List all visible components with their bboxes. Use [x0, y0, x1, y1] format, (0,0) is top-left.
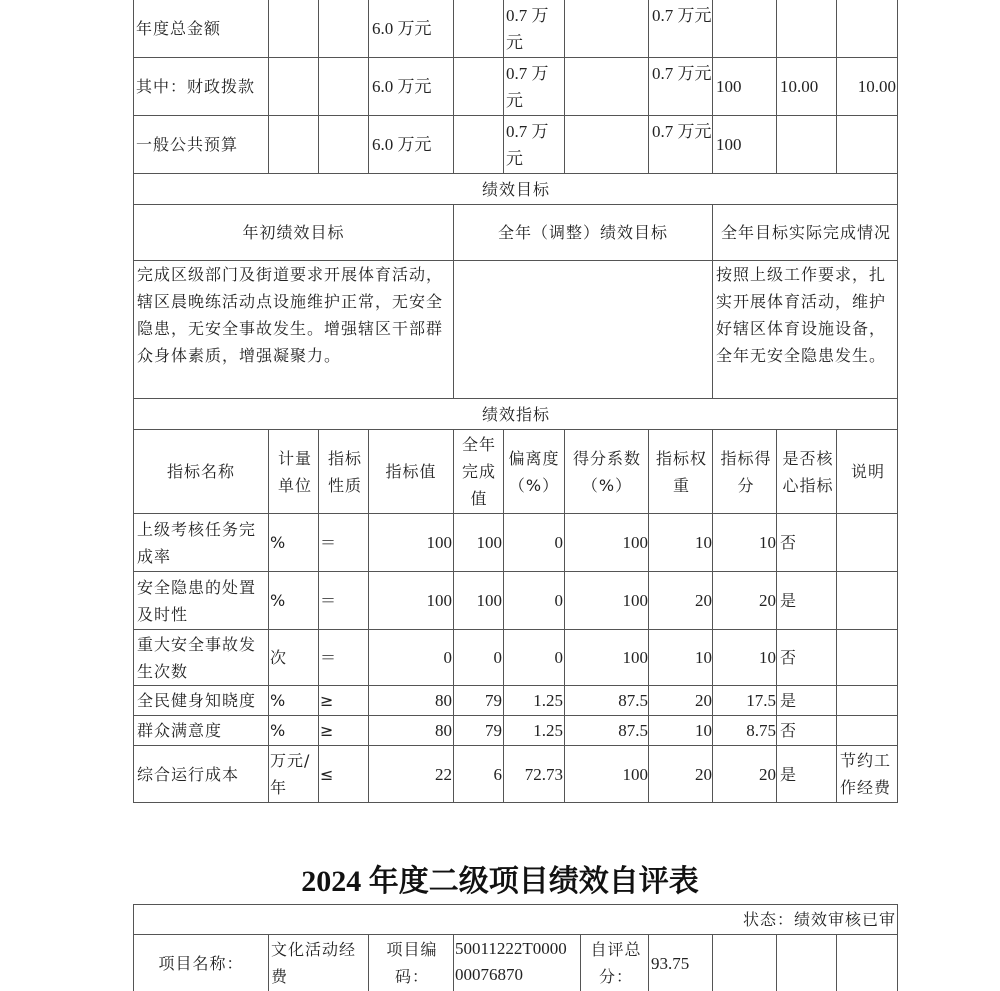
- grid-line: [897, 398, 898, 803]
- indicator-note: [840, 514, 896, 571]
- grid-line: [836, 934, 837, 991]
- indicator-core: 是: [780, 591, 798, 610]
- indicator-weight: 10: [695, 533, 712, 552]
- grid-line: [133, 398, 134, 803]
- grid-line: [133, 115, 898, 116]
- indicator-score: 20: [759, 591, 776, 610]
- grid-line: [776, 0, 777, 173]
- indicator-done: 0: [493, 648, 502, 667]
- funds-cell: 0.7 万元: [506, 6, 549, 52]
- indicator-coef: 87.5: [618, 721, 648, 740]
- grid-line: [133, 513, 898, 514]
- grid-line: [133, 745, 898, 746]
- funds-row-label: 年度总金额: [136, 19, 222, 38]
- indicator-weight: 20: [695, 690, 712, 710]
- grid-line: [712, 204, 713, 399]
- indicator-core: 否: [780, 721, 798, 740]
- indicator-target: 100: [426, 533, 452, 552]
- grid-line: [133, 715, 898, 716]
- indicator-unit: %: [270, 721, 287, 740]
- indicator-core: 是: [780, 690, 798, 710]
- indicator-score: 17.5: [746, 690, 776, 710]
- funds-cell: 100: [716, 135, 742, 154]
- indicator-coef: 100: [622, 764, 648, 784]
- indicator-score: 8.75: [746, 721, 776, 740]
- grid-line: [776, 934, 777, 991]
- grid-line: [133, 260, 898, 261]
- indicator-name: 上级考核任务完成率: [137, 519, 257, 566]
- indicator-weight: 10: [695, 721, 712, 740]
- grid-line: [368, 429, 369, 803]
- grid-line: [836, 429, 837, 803]
- project-code-value: 50011222T000000076870: [455, 939, 567, 984]
- indicator-deviation: 0: [554, 591, 563, 610]
- grid-line: [133, 204, 898, 205]
- indicator-core: 否: [780, 533, 798, 552]
- goals-section-title: 绩效目标: [481, 179, 550, 199]
- grid-line: [453, 204, 454, 399]
- indicator-note: [840, 686, 896, 714]
- indicator-nature: ＝: [320, 591, 338, 610]
- indicator-name: 重大安全事故发生次数: [137, 634, 257, 681]
- indicator-name: 综合运行成本: [137, 764, 240, 784]
- goals-actual-text: 按照上级工作要求，扎实开展体育活动，维护好辖区体育设施设备，全年无安全隐患发生。: [716, 265, 887, 365]
- indicator-unit: %: [270, 533, 287, 552]
- indicator-deviation: 1.25: [533, 721, 563, 740]
- indicator-name: 群众满意度: [137, 721, 223, 740]
- grid-line: [648, 0, 649, 173]
- goals-initial-text: 完成区级部门及街道要求开展体育活动，辖区晨晚练活动点设施维护正常，无安全隐患，无安全事故发生。增强辖区干部群众身体素质，增强凝聚力。: [137, 265, 444, 365]
- indicator-done: 79: [485, 690, 502, 710]
- indicator-weight: 20: [695, 591, 712, 610]
- funds-cell: 6.0 万元: [372, 77, 432, 96]
- indicator-note: 节约工作经费: [840, 751, 892, 797]
- indicator-coef: 87.5: [618, 690, 648, 710]
- indicator-deviation: 1.25: [533, 690, 563, 710]
- grid-line: [133, 173, 898, 174]
- grid-line: [503, 429, 504, 803]
- grid-line: [318, 429, 319, 803]
- grid-line: [712, 0, 713, 173]
- header-weight: 指标权重: [655, 448, 707, 495]
- grid-line: [133, 904, 898, 905]
- goals-header-adjusted: 全年（调整）绩效目标: [497, 222, 668, 242]
- indicator-target: 80: [435, 721, 452, 740]
- funds-row-label: 其中：财政拨款: [136, 77, 256, 96]
- indicator-score: 20: [759, 764, 776, 784]
- grid-line: [776, 429, 777, 803]
- indicator-target: 100: [426, 591, 452, 610]
- grid-line: [453, 934, 454, 991]
- indicator-done: 79: [485, 721, 502, 740]
- grid-line: [503, 0, 504, 173]
- funds-cell: 6.0 万元: [372, 19, 432, 38]
- grid-line: [133, 57, 898, 58]
- header-done: 全年完成值: [461, 435, 496, 508]
- indicator-name: 全民健身知晓度: [137, 690, 257, 710]
- grid-line: [712, 429, 713, 803]
- indicator-nature: ≥: [320, 690, 335, 710]
- grid-line: [133, 398, 898, 399]
- funds-cell: [780, 116, 836, 173]
- project-name-value: 文化活动经费: [271, 940, 357, 986]
- grid-line: [268, 934, 269, 991]
- indicator-deviation: 72.73: [524, 764, 563, 784]
- indicator-weight: 10: [695, 648, 712, 667]
- goals-header-initial: 年初绩效目标: [242, 222, 345, 242]
- grid-line: [133, 904, 134, 991]
- grid-line: [453, 0, 454, 173]
- grid-line: [318, 0, 319, 173]
- self-score-label: 自评总分：: [590, 940, 642, 986]
- indicator-target: 80: [435, 690, 452, 710]
- grid-line: [580, 934, 581, 991]
- status-text: 状态：绩效审核已审: [742, 910, 896, 929]
- self-score-value: 93.75: [651, 954, 690, 973]
- funds-cell: 6.0 万元: [372, 135, 432, 154]
- grid-line: [648, 934, 649, 991]
- project-name-label: 项目名称：: [158, 954, 244, 973]
- funds-cell: 0.7 万元: [652, 122, 712, 141]
- grid-line: [564, 429, 565, 803]
- grid-line: [133, 173, 134, 399]
- funds-row-label: 一般公共预算: [136, 135, 239, 154]
- indicator-unit: 次: [270, 648, 288, 667]
- grid-line: [268, 0, 269, 173]
- funds-cell: 10.00: [857, 77, 896, 96]
- indicator-done: 100: [476, 591, 502, 610]
- grid-line: [133, 934, 898, 935]
- grid-line: [368, 934, 369, 991]
- funds-cell: 0.7 万元: [652, 64, 712, 83]
- grid-line: [368, 0, 369, 173]
- funds-cell: 0.7 万元: [506, 64, 549, 110]
- indicator-score: 10: [759, 648, 776, 667]
- grid-line: [268, 429, 269, 803]
- indicator-unit: %: [270, 690, 287, 710]
- indicator-nature: ≥: [320, 721, 335, 740]
- indicator-nature: ＝: [320, 648, 338, 667]
- indicator-core: 否: [780, 648, 798, 667]
- second-table-title: 2024 年度二级项目绩效自评表: [301, 865, 699, 898]
- indicator-coef: 100: [622, 533, 648, 552]
- header-deviation: 偏离度（%）: [508, 448, 560, 495]
- indicator-coef: 100: [622, 591, 648, 610]
- grid-line: [133, 429, 898, 430]
- goals-header-actual: 全年目标实际完成情况: [720, 222, 891, 242]
- funds-cell: [838, 116, 896, 173]
- indicator-name: 安全隐患的处置及时性: [137, 577, 257, 624]
- grid-line: [133, 0, 134, 173]
- indicator-weight: 20: [695, 764, 712, 784]
- header-coef: 得分系数（%）: [572, 448, 641, 495]
- indicator-target: 0: [443, 648, 452, 667]
- indicator-score: 10: [759, 533, 776, 552]
- header-nature: 指标性质: [327, 448, 362, 495]
- indicator-deviation: 0: [554, 648, 563, 667]
- indicator-note: [840, 716, 896, 745]
- grid-line: [133, 802, 898, 803]
- indicator-unit: 万元/年: [270, 751, 311, 797]
- indicator-core: 是: [780, 764, 798, 784]
- project-code-label: 项目编码：: [386, 940, 438, 986]
- grid-line: [897, 173, 898, 399]
- indicator-note: [840, 572, 896, 629]
- grid-line: [453, 429, 454, 803]
- indicator-unit: %: [270, 591, 287, 610]
- grid-line: [133, 571, 898, 572]
- header-unit: 计量单位: [277, 448, 312, 495]
- grid-line: [133, 629, 898, 630]
- grid-line: [564, 0, 565, 173]
- funds-cell: 0.7 万元: [506, 122, 549, 168]
- indicator-coef: 100: [622, 648, 648, 667]
- funds-cell: 100: [716, 77, 742, 96]
- indicator-note: [840, 630, 896, 685]
- indicator-nature: ＝: [320, 533, 338, 552]
- indicator-nature: ≤: [320, 764, 335, 784]
- grid-line: [897, 904, 898, 991]
- indicator-done: 100: [476, 533, 502, 552]
- indicator-deviation: 0: [554, 533, 563, 552]
- indicators-section-title: 绩效指标: [481, 404, 550, 424]
- header-score: 指标得分: [720, 448, 772, 495]
- grid-line: [648, 429, 649, 803]
- funds-cell: 10.00: [780, 77, 819, 96]
- header-core: 是否核心指标: [782, 448, 834, 495]
- header-indicator-name: 指标名称: [166, 462, 235, 481]
- header-target: 指标值: [385, 462, 437, 481]
- goals-adjusted-text: [456, 261, 710, 397]
- grid-line: [897, 0, 898, 173]
- header-note: 说明: [850, 462, 885, 481]
- funds-cell: 0.7 万元: [652, 6, 712, 25]
- grid-line: [133, 685, 898, 686]
- grid-line: [712, 934, 713, 991]
- indicator-target: 22: [435, 764, 452, 784]
- indicator-done: 6: [493, 764, 502, 784]
- grid-line: [836, 0, 837, 173]
